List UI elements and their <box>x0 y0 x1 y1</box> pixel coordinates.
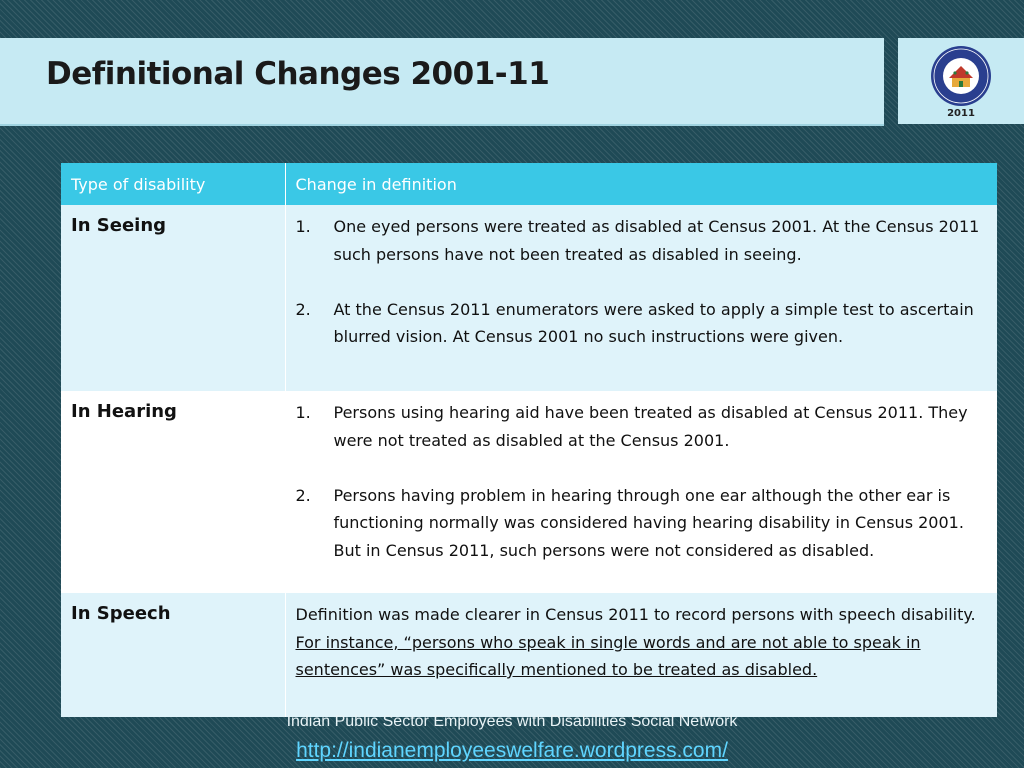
list-item: 2. Persons having problem in hearing through one ear although the other ear is functioning normally was considered having hearing disability in Census 2001. But in Census 2011, such persons were not considered as disabled. <box>295 485 964 560</box>
row-type: In Seeing <box>61 205 285 391</box>
table-row <box>61 205 997 391</box>
slide-title: Definitional Changes 2001-11 <box>46 56 550 92</box>
list-item: 2. At the Census 2011 enumerators were asked to apply a simple test to ascertain blurred vision. At Census 2001 no such instructions were given. <box>295 299 974 346</box>
logo-box <box>898 38 1024 124</box>
list-item: 1. One eyed persons were treated as disabled at Census 2001. At the Census 2011 such persons have not been treated as disabled in seeing. <box>295 217 980 264</box>
census-of-india-logo-icon <box>930 45 992 107</box>
table-row <box>61 593 997 717</box>
logo-year: 2011 <box>947 108 975 119</box>
row-definition <box>285 205 997 391</box>
header-type: Type of disability <box>61 163 285 205</box>
header-change: Change in definition <box>285 163 997 205</box>
definition-table <box>61 163 997 717</box>
list-item: 1. Persons using hearing aid have been treated as disabled at Census 2011. They were not treated as disabled at the Census 2001. <box>295 403 968 450</box>
row-definition: Definition was made clearer in Census 2011 to record persons with speech disability. For instance, “persons who speak in single words and are not able to speak in sentences” was specifically mentioned to be treated as disabled. <box>285 593 997 717</box>
footer-link[interactable]: http://indianemployeeswelfare.wordpress.com/ <box>296 739 728 762</box>
table-header-row <box>61 163 997 205</box>
footer-org: Indian Public Sector Employees with Disabilities Social Network <box>286 713 738 730</box>
table-row <box>61 391 997 593</box>
row-definition <box>285 391 997 593</box>
row-type: In Speech <box>61 593 285 717</box>
row-type: In Hearing <box>61 391 285 593</box>
underlined-example: For instance, “persons who speak in single words and are not able to speak in sentences” was specifically mentioned to be treated as disabled. <box>295 632 921 679</box>
